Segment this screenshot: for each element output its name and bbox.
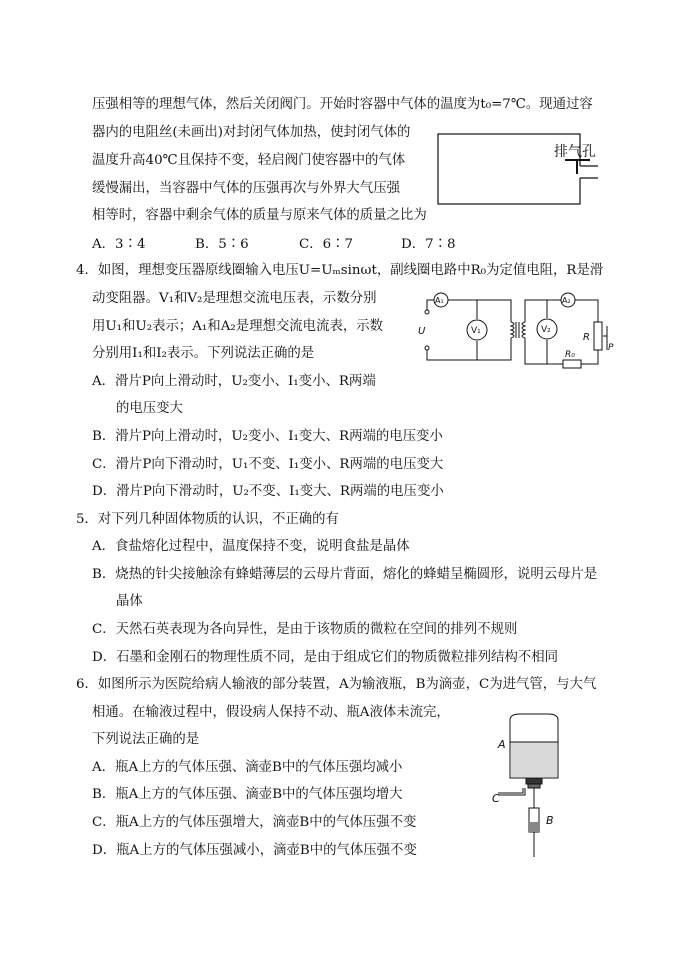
q3-line5: 相等时，容器中剩余气体的质量与原来气体的质量之比为 — [92, 208, 427, 223]
q6-option-d: D．瓶A上方的气体压强减小，滴壶B中的气体压强不变 — [92, 843, 417, 858]
svg-text:A₁: A₁ — [435, 296, 444, 305]
q3-option-a: A．3∶4 — [92, 237, 146, 252]
svg-text:V₁: V₁ — [471, 326, 481, 336]
q4-line4: 分别用I₁和I₂表示。下列说法正确的是 — [92, 346, 315, 361]
svg-text:V₂: V₂ — [541, 325, 551, 335]
q6-line3: 下列说法正确的是 — [92, 732, 200, 747]
q3-line1: 压强相等的理想气体，然后关闭阀门。开始时容器中气体的温度为t₀=7℃。现通过容 — [92, 97, 593, 112]
rheostat-r — [594, 322, 602, 350]
q5-option-b-line2: 晶体 — [116, 594, 143, 609]
svg-text:A: A — [498, 738, 506, 751]
q3-line3: 温度升高40℃且保持不变，轻启阀门使容器中的气体 — [92, 153, 406, 168]
svg-text:A₂: A₂ — [562, 296, 571, 305]
q3-option-d: D．7∶8 — [401, 237, 456, 252]
q4-option-b: B．滑片P向上滑动时，U₂变小、I₁变大、R两端的电压变小 — [92, 429, 443, 444]
q4-line1: 4．如图，理想变压器原线圈输入电压U=Uₘsinωt，副线圈电路中R₀为定值电阻，R是滑 — [76, 263, 604, 278]
q5-option-d: D．石墨和金刚石的物理性质不同，是由于组成它们的物质微粒排列结构不相同 — [92, 650, 559, 665]
q6-option-a: A．瓶A上方的气体压强、滴壶B中的气体压强均减小 — [92, 760, 403, 775]
q4-option-d: D．滑片P向下滑动时，U₂不变、I₁变大、R两端的电压变小 — [92, 484, 444, 499]
q5-line1: 5．对下列几种固体物质的认识，不正确的有 — [76, 512, 339, 527]
q6-line1: 6．如图所示为医院给病人输液的部分装置，A为输液瓶，B为滴壶，C为进气管，与大气 — [76, 677, 597, 692]
q3-line4: 缓慢漏出，当容器中气体的压强再次与外界大气压强 — [92, 181, 400, 196]
svg-text:B: B — [546, 814, 554, 827]
q6-option-b: B．瓶A上方的气体压强、滴壶B中的气体压强均增大 — [92, 787, 403, 802]
q3-line2: 器内的电阻丝(未画出)对封闭气体加热，使封闭气体的 — [92, 125, 411, 140]
exhaust-hole-label: 排气孔 — [554, 144, 596, 160]
q4-line2: 动变阻器。V₁和V₂是理想交流电压表，示数分别 — [92, 291, 377, 306]
svg-text:C: C — [492, 792, 500, 805]
svg-text:R₀: R₀ — [565, 350, 575, 360]
q4-option-a-line1: A．滑片P向上滑动时，U₂变小、I₁变小、R两端 — [92, 374, 376, 389]
q4-option-c: C．滑片P向下滑动时，U₁不变、I₁变小、R两端的电压变大 — [92, 457, 444, 472]
q6-option-c: C．瓶A上方的气体压强增大，滴壶B中的气体压强不变 — [92, 815, 417, 830]
q6-infusion-figure — [490, 712, 580, 862]
q4-circuit-figure — [415, 288, 615, 378]
q3-option-c: C．6∶7 — [299, 237, 354, 252]
q4-line3: 用U₁和U₂表示；A₁和A₂是理想交流电流表，示数 — [92, 319, 384, 334]
svg-text:P: P — [608, 343, 614, 353]
q3-container-figure — [430, 132, 610, 212]
q5-option-b-line1: B．烧热的针尖接触涂有蜂蜡薄层的云母片背面，熔化的蜂蜡呈椭圆形，说明云母片是 — [92, 567, 598, 582]
svg-text:R: R — [583, 332, 590, 343]
resistor-r0 — [563, 360, 581, 368]
q5-option-a: A．食盐熔化过程中，温度保持不变，说明食盐是晶体 — [92, 539, 410, 554]
q4-option-a-line2: 的电压变大 — [116, 401, 183, 416]
q6-line2: 相通。在输液过程中，假设病人保持不动、瓶A液体未流完， — [92, 705, 450, 720]
q5-option-c: C．天然石英表现为各向异性，是由于该物质的微粒在空间的排列不规则 — [92, 622, 518, 637]
svg-text:U: U — [418, 326, 426, 337]
q3-option-b: B．5∶6 — [195, 237, 249, 252]
